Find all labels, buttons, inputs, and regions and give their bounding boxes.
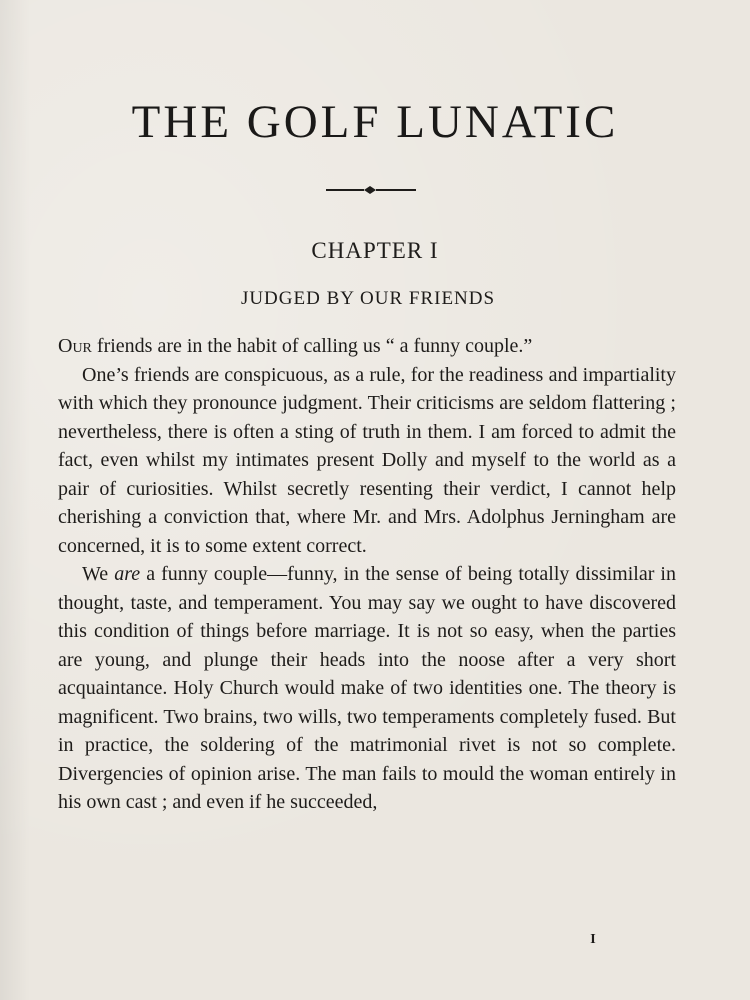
paragraph-3-lead: We <box>82 563 115 585</box>
page-number: I <box>590 932 596 947</box>
paragraph-1-text: friends are in the habit of calling us “ a funny couple.” <box>91 335 533 357</box>
book-title: THE GOLF LUNATIC <box>131 96 619 148</box>
paragraph-3-text: a funny couple—funny, in the sense of being totally dissimilar in thought, taste, and temperament. You may say we ought to have discovered this condition of things before marriage. It is not so easy, when the parties are young, and plunge their heads into the noose after a very short acquaintance. Holy Church would make of two identities one. The theory is magnificent. Two brains, two wills, two temperaments completely fused. But in practice, the soldering of the matrimonial rivet is not so complete. Divergencies of opinion arise. The man fails to mould the woman entirely in his own cast ; and even if he succeeded, <box>58 563 676 813</box>
paragraph-2: One’s friends are conspicuous, as a rule, for the readiness and impartiality with which they pronounce judgment. Their criticisms are seldom flattering ; nevertheless, there is often a sting of truth in them. I am forced to admit the fact, even whilst my intimates present Dolly and myself to the world as a pair of curiosities. Whilst secretly resenting their verdict, I cannot help cherishing a conviction that, where Mr. and Mrs. Adolphus Jerningham are concerned, it is to some extent correct. <box>58 363 676 557</box>
chapter-title: JUDGED BY OUR FRIENDS <box>240 288 496 309</box>
paragraph-1-lead: Our <box>58 335 92 357</box>
paragraph-3-emphasis: are <box>114 563 141 585</box>
chapter-body <box>58 332 676 817</box>
paragraph-3 <box>58 560 676 817</box>
ornament-divider <box>326 183 416 197</box>
paragraph-1 <box>58 332 676 361</box>
chapter-number: CHAPTER I <box>311 238 439 263</box>
